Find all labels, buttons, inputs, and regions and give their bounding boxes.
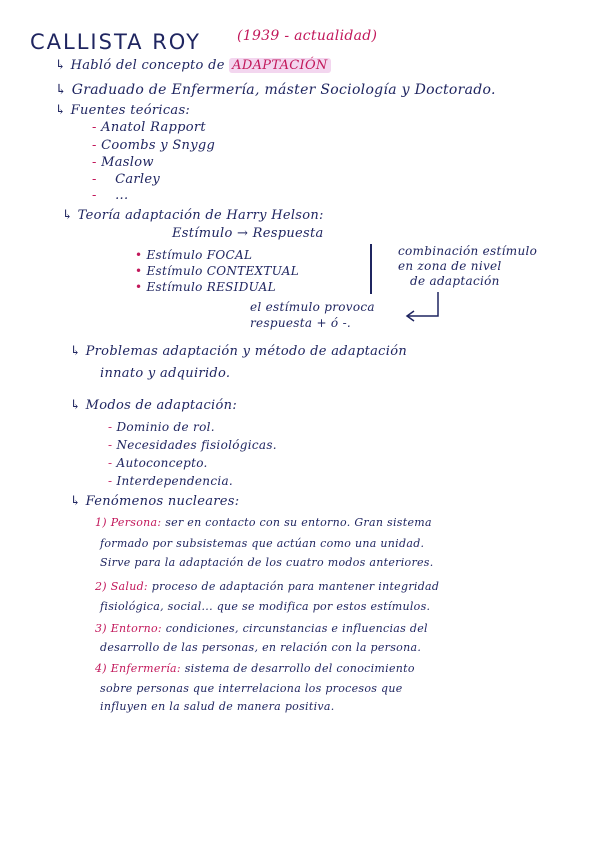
page-title: CALLISTA ROY	[30, 30, 201, 54]
stimulus-item: • Estímulo CONTEXTUAL	[135, 264, 299, 278]
mode-item: - Necesidades fisiológicas.	[108, 438, 277, 452]
adaptation-highlight: ADAPTACIÓN	[229, 58, 330, 73]
result-line: el estímulo provoca	[250, 300, 375, 314]
intro-line-3: ↳ Fuentes teóricas:	[55, 103, 191, 118]
nuclear-item-persona: 1) Persona: ser en contacto con su entorno. Gran sistema	[95, 516, 432, 529]
combination-line: combinación estímulo	[398, 244, 538, 258]
mode-item: - Interdependencia.	[108, 474, 234, 488]
nuclear-item-salud: 2) Salud: proceso de adaptación para mantener integridad	[95, 580, 440, 593]
stimuli-bracket	[370, 244, 376, 294]
nuclear-line: fisiológica, social... que se modifica por estos estímulos.	[100, 600, 431, 613]
source-item: - Coombs y Snygg	[92, 138, 216, 153]
combination-line: en zona de nivel	[398, 259, 502, 273]
source-item: - Maslow	[92, 155, 154, 170]
nuclear-heading: ↳ Fenómenos nucleares:	[70, 494, 240, 509]
helson-relation: Estímulo → Respuesta	[172, 226, 324, 241]
stimulus-item: • Estímulo FOCAL	[135, 248, 253, 262]
source-item: - ...	[92, 188, 129, 203]
mode-item: - Dominio de rol.	[108, 420, 215, 434]
problems-line: innato y adquirido.	[100, 366, 231, 381]
nuclear-line: influyen en la salud de manera positiva.	[100, 700, 335, 713]
helson-heading: ↳ Teoría adaptación de Harry Helson:	[62, 208, 324, 223]
nuclear-line: desarrollo de las personas, en relación con la persona.	[100, 641, 422, 654]
source-item: - Carley	[92, 172, 161, 187]
nuclear-line: sobre personas que interrelaciona los procesos que	[100, 682, 403, 695]
modes-heading: ↳ Modos de adaptación:	[70, 398, 237, 413]
intro-line-2: ↳ Graduado de Enfermería, máster Sociología y Doctorado.	[55, 82, 496, 98]
stimulus-item: • Estímulo RESIDUAL	[135, 280, 276, 294]
nuclear-line: Sirve para la adaptación de los cuatro modos anteriores.	[100, 556, 434, 569]
intro-line-1: ↳ Habló del concepto de ADAPTACIÓN	[55, 58, 331, 73]
mode-item: - Autoconcepto.	[108, 456, 208, 470]
source-item: - Anatol Rapport	[92, 120, 206, 135]
nuclear-item-enfermeria: 4) Enfermería: sistema de desarrollo del conocimiento	[95, 662, 415, 675]
nuclear-item-entorno: 3) Entorno: condiciones, circunstancias e influencias del	[95, 622, 428, 635]
title-dates: (1939 - actualidad)	[237, 28, 378, 44]
nuclear-line: formado por subsistemas que actúan como una unidad.	[100, 537, 425, 550]
problems-line: ↳ Problemas adaptación y método de adaptación	[70, 344, 407, 359]
combination-line: de adaptación	[410, 274, 500, 288]
result-line: respuesta + ó -.	[250, 316, 352, 330]
